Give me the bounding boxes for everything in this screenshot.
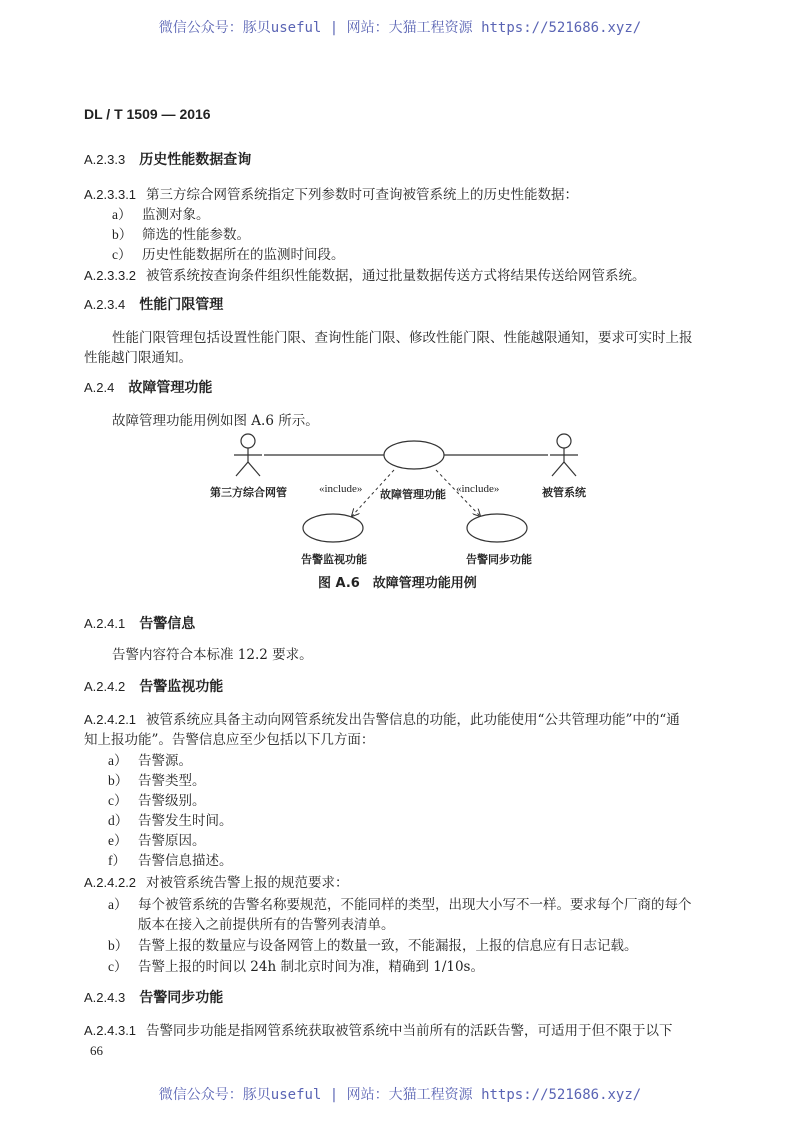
list-item: a） 监测对象。 <box>112 207 210 223</box>
usecase-center-label: 故障管理功能 <box>380 488 446 501</box>
actor-right-label: 被管系统 <box>542 486 586 499</box>
heading-number: A.2.4.2 <box>84 679 126 694</box>
heading-number: A.2.4.3 <box>84 990 126 1005</box>
usecase-left-ellipse <box>303 514 363 542</box>
heading-number: A.2.4.1 <box>84 616 126 631</box>
watermark-top: 微信公众号：豚贝useful | 网站：大猫工程资源 https://521686.xyz/ <box>158 20 642 36</box>
actor-left-icon <box>234 434 262 476</box>
clause-number: A.2.4.2.2 <box>84 875 137 890</box>
clause-a2421 <box>84 708 680 728</box>
clause-text: 被管系统应具备主动向网管系统发出告警信息的功能，此功能使用“公共管理功能”中的“通 <box>146 712 680 728</box>
heading-a243 <box>84 987 223 1007</box>
clause-text: 被管系统按查询条件组织性能数据，通过批量数据传送方式将结果传送给网管系统。 <box>146 268 646 284</box>
clause-number: A.2.3.3.1 <box>84 187 137 202</box>
usecase-center-ellipse <box>384 441 444 469</box>
clause-number: A.2.3.3.2 <box>84 268 137 283</box>
usecase-left-label: 告警监视功能 <box>301 553 367 566</box>
heading-title: 性能门限管理 <box>139 297 224 313</box>
clause-a2422 <box>84 871 349 891</box>
heading-title: 告警信息 <box>139 616 196 632</box>
paragraph-line: 知上报功能”。告警信息应至少包括以下几方面： <box>84 732 375 748</box>
usecase-right-label: 告警同步功能 <box>466 553 532 566</box>
heading-title: 告警监视功能 <box>139 679 224 695</box>
figure-caption: 图 A.6 故障管理功能用例 <box>318 576 477 591</box>
heading-a241 <box>84 613 195 633</box>
include-left-label: «include» <box>319 483 363 495</box>
heading-title: 告警同步功能 <box>139 990 224 1006</box>
list-item: f） 告警信息描述。 <box>108 853 233 869</box>
paragraph-line: 告警内容符合本标准 12.2 要求。 <box>112 647 313 663</box>
list-item: c） 告警上报的时间以 24h 制北京时间为准，精确到 1/10s。 <box>108 959 484 975</box>
clause-text: 对被管系统告警上报的规范要求： <box>146 875 349 891</box>
heading-title: 故障管理功能 <box>128 380 213 396</box>
paragraph-line: 性能越门限通知。 <box>84 350 192 366</box>
list-item: a） 每个被管系统的告警名称要规范，不能同样的类型，出现大小写不一样。要求每个厂商的每个 <box>108 897 692 913</box>
list-item: a） 告警源。 <box>108 753 192 769</box>
include-right-label: «include» <box>456 483 500 495</box>
actor-right-icon <box>550 434 578 476</box>
paragraph-line: 故障管理功能用例如图 A.6 所示。 <box>112 413 319 429</box>
heading-number: A.2.3.4 <box>84 297 126 312</box>
clause-number: A.2.4.2.1 <box>84 712 137 727</box>
list-item: c） 历史性能数据所在的监测时间段。 <box>112 247 345 263</box>
actor-left-label: 第三方综合网管 <box>210 486 287 499</box>
clause-number: A.2.4.3.1 <box>84 1023 137 1038</box>
clause-text: 第三方综合网管系统指定下列参数时可查询被管系统上的历史性能数据： <box>146 187 579 203</box>
heading-title: 历史性能数据查询 <box>139 152 252 168</box>
list-item: b） 筛选的性能参数。 <box>112 227 250 243</box>
clause-a2431 <box>84 1019 673 1039</box>
list-item: c） 告警级别。 <box>108 793 206 809</box>
list-item: d） 告警发生时间。 <box>108 813 233 829</box>
list-item: b） 告警上报的数量应与设备网管上的数量一致，不能漏报，上报的信息应有日志记载。 <box>108 938 638 954</box>
heading-number: A.2.3.3 <box>84 152 126 167</box>
heading-a242 <box>84 676 223 696</box>
heading-number: A.2.4 <box>84 380 115 395</box>
clause-text: 告警同步功能是指网管系统获取被管系统中当前所有的活跃告警，可适用于但不限于以下 <box>146 1023 673 1039</box>
list-item: b） 告警类型。 <box>108 773 206 789</box>
paragraph-line: 性能门限管理包括设置性能门限、查询性能门限、修改性能门限、性能越限通知，要求可实时上报 <box>112 330 693 346</box>
list-item: e） 告警原因。 <box>108 833 206 849</box>
page-number: 66 <box>90 1043 103 1058</box>
list-item-continuation: 版本在接入之前提供所有的告警列表清单。 <box>138 917 395 933</box>
usecase-right-ellipse <box>467 514 527 542</box>
watermark-bottom: 微信公众号：豚贝useful | 网站：大猫工程资源 https://521686.xyz/ <box>158 1087 642 1103</box>
standard-code: DL / T 1509 — 2016 <box>84 106 211 122</box>
